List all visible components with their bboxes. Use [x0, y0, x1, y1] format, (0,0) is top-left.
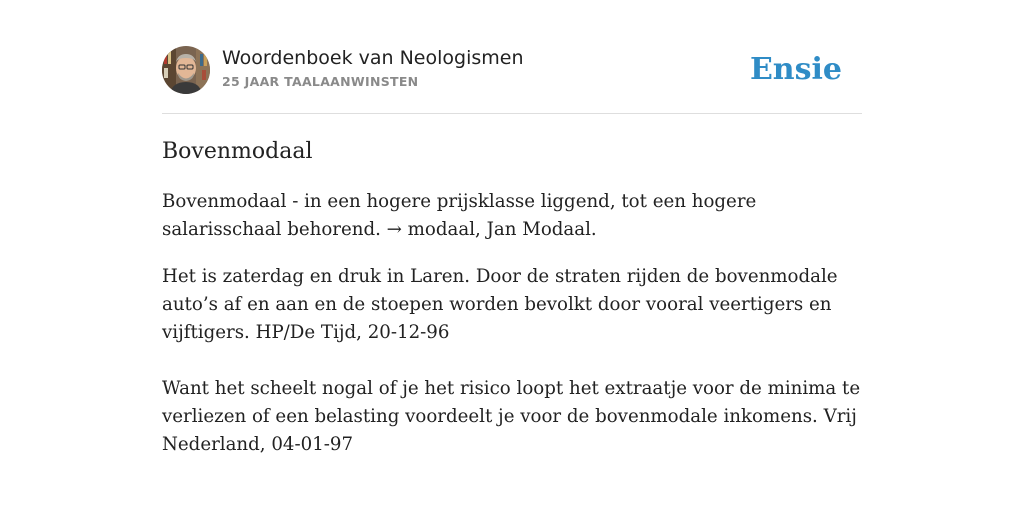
- entry-title: Bovenmodaal: [162, 139, 313, 164]
- author-avatar[interactable]: [162, 46, 210, 94]
- entry-quote: Want het scheelt nogal of je het risico loopt het extraatje voor de minima te verliezen of een belasting voordeelt je voor de bovenmodale inkomens. Vrij Nederland, 04-01-97: [162, 378, 861, 455]
- avatar-portrait-icon: [162, 46, 210, 94]
- author-subtitle: 25 JAAR TAALAANWINSTEN: [222, 74, 419, 89]
- entry-content: [162, 136, 862, 478]
- brand-logo[interactable]: Ensie: [749, 52, 842, 87]
- entry-definition: Bovenmodaal - in een hogere prijsklasse liggend, tot een hogere salarisschaal behorend. → modaal, Jan Modaal.: [162, 191, 757, 240]
- entry-quote: Het is zaterdag en druk in Laren. Door de straten rijden de bovenmodale auto’s af en aan en de stoepen worden bevolkt door vooral veertigers en vijftigers. HP/De Tijd, 20-12-96: [162, 266, 838, 343]
- author-name[interactable]: Woordenboek van Neologismen: [222, 47, 524, 69]
- header-divider: [162, 113, 862, 114]
- author-header: [162, 46, 862, 96]
